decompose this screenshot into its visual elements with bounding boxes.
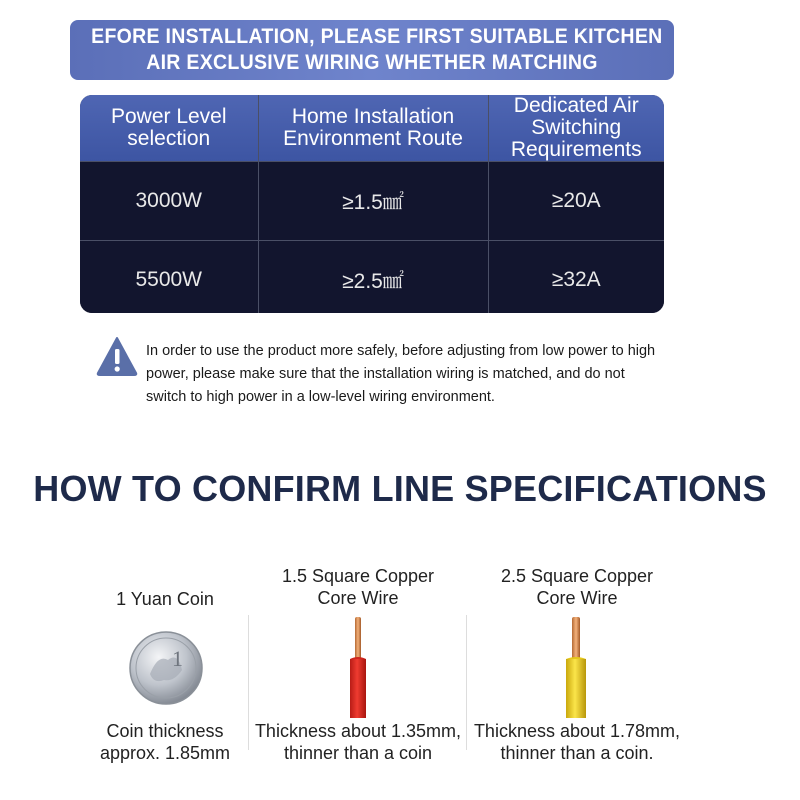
coin-caption: Coin thickness approx. 1.85mm [99,721,231,763]
table-header-row [80,95,664,162]
installation-banner [70,20,674,80]
banner-line-1: EFORE INSTALLATION, PLEASE FIRST SUITABLE KITCHEN [91,25,663,48]
coin-image [128,630,204,706]
column-divider [466,615,467,750]
cell-switch-rating: ≥32A [488,241,664,314]
banner-line-2: AIR EXCLUSIVE WIRING WHETHER MATCHING [146,51,598,74]
cell-wire-size: ≥1.5㎟ [258,162,488,241]
wiring-spec-table [80,95,664,313]
red-wire-image [343,615,373,720]
wire-1-5-label: 1.5 Square Copper Core Wire [281,566,435,608]
table-row [80,162,664,241]
section-title: HOW TO CONFIRM LINE SPECIFICATIONS [33,468,767,509]
warning-icon [96,336,138,376]
wire-1-5-caption: Thickness about 1.35mm, thinner than a coin [254,721,462,763]
header-power-level: Power Level selection [80,95,258,162]
cell-switch-rating: ≥20A [488,162,664,241]
cell-power: 3000W [80,162,258,241]
header-installation-route: Home Installation Environment Route [258,95,488,162]
table-row [80,241,664,314]
coin-label: 1 Yuan Coin [116,589,214,609]
cell-wire-size: ≥2.5㎟ [258,241,488,314]
yellow-wire-image [560,615,592,720]
cell-power: 5500W [80,241,258,314]
column-divider [248,615,249,750]
notice-text: In order to use the product more safely, before adjusting from low power to high power, please make sure that the installation wiring is matched, and do not switch to high power in a low-level wiring environment. [146,343,656,405]
svg-text:1: 1 [172,646,183,671]
wire-2-5-label: 2.5 Square Copper Core Wire [500,566,654,608]
wire-2-5-caption: Thickness about 1.78mm, thinner than a coin. [473,721,681,763]
header-switching-requirements: Dedicated Air Switching Requirements [488,95,664,162]
